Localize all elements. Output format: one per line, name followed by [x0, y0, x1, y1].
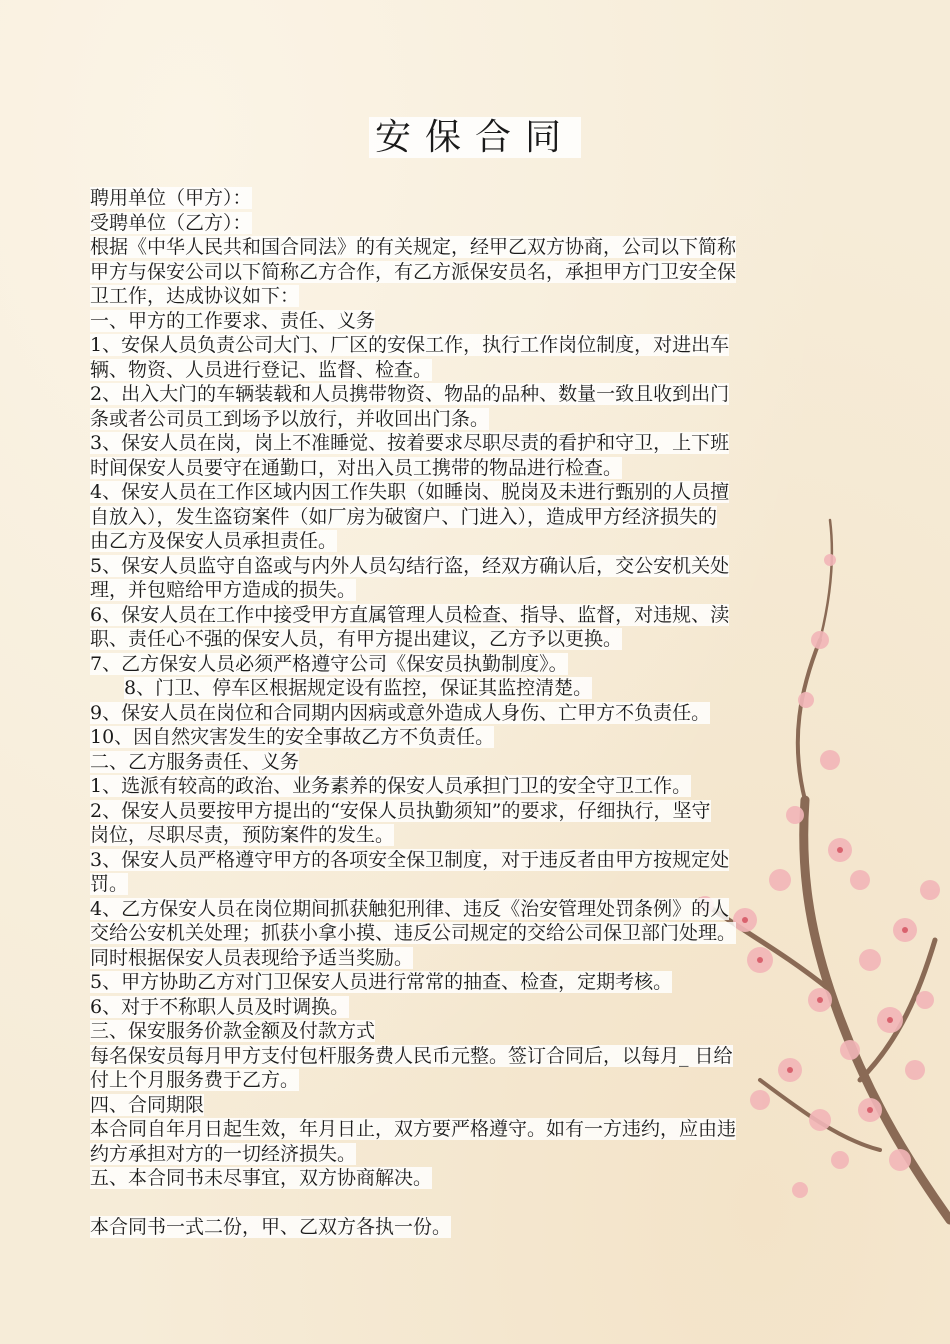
text-line: 交给公安机关处理；抓获小拿小摸、违反公司规定的交给公司保卫部门处理。: [90, 922, 737, 944]
text-line: 7、乙方保安人员必须严格遵守公司《保安员执勤制度》。: [90, 652, 568, 675]
document-title: 安保合同: [90, 112, 860, 164]
text-line: 聘用单位（甲方）：: [90, 187, 252, 209]
text-line: 4、乙方保安人员在岗位期间抓获触犯刑律、违反《治安管理处罚条例》的人: [90, 897, 730, 920]
text-line: 3、保安人员严格遵守甲方的各项安全保卫制度，对于违反者由甲方按规定处: [90, 848, 730, 871]
text-line: 5、保安人员监守自盗或与内外人员勾结行盗，经双方确认后，交公安机关处: [90, 554, 730, 577]
text-line: 2、出入大门的车辆装载和人员携带物资、物品的品种、数量一致且收到出门: [90, 383, 730, 405]
spacer: [90, 1191, 860, 1215]
text-line: 本合同自年月日起生效，年月日止，双方要严格遵守。如有一方违约，应由违: [90, 1118, 737, 1140]
text-line: 根据《中华人民共和国合同法》的有关规定，经甲乙双方协商，公司以下简称: [90, 236, 737, 258]
text-line: 2、保安人员要按甲方提出的“安保人员执勤须知”的要求，仔细执行，坚守: [90, 799, 711, 822]
section-heading: 五、本合同书未尽事宜，双方协商解决。: [90, 1167, 433, 1189]
text-line: 8、门卫、停车区根据规定设有监控，保证其监控清楚。: [124, 677, 593, 699]
closing-line: 本合同书一式二份，甲、乙双方各执一份。: [90, 1215, 452, 1238]
text-line: 受聘单位（乙方）：: [90, 211, 252, 234]
text-line: 5、甲方协助乙方对门卫保安人员进行常常的抽查、检查，定期考核。: [90, 971, 673, 993]
text-line: 辆、物资、人员进行登记、监督、检查。: [90, 358, 433, 381]
section-heading: 三、保安服务价款金额及付款方式: [90, 1020, 376, 1042]
text-line: 3、保安人员在岗，岗上不准睡觉、按着要求尽职尽责的看护和守卫，上下班: [90, 432, 730, 454]
text-line: 甲方与保安公司以下简称乙方合作，有乙方派保安员名，承担甲方门卫安全保: [90, 260, 737, 283]
contract-document: [90, 112, 860, 1239]
section-heading: 二、乙方服务责任、义务: [90, 750, 300, 773]
section-heading: 四、合同期限: [90, 1093, 205, 1116]
contract-body: [90, 186, 860, 1239]
text-line: 4、保安人员在工作区域内因工作失职（如睡岗、脱岗及未进行甄别的人员擅: [90, 481, 730, 503]
text-line: 约方承担对方的一切经济损失。: [90, 1142, 357, 1165]
text-line: 罚。: [90, 873, 129, 895]
section-heading: 一、甲方的工作要求、责任、义务: [90, 309, 376, 332]
text-line: 同时根据保安人员表现给予适当奖励。: [90, 946, 414, 969]
text-line: 1、安保人员负责公司大门、厂区的安保工作，执行工作岗位制度，对进出车: [90, 334, 730, 356]
text-line: 条或者公司员工到场予以放行，并收回出门条。: [90, 407, 490, 430]
text-line: 付上个月服务费于乙方。: [90, 1069, 300, 1091]
text-line: 自放入），发生盗窃案件（如厂房为破窗户、门进入），造成甲方经济损失的: [90, 505, 718, 528]
text-line: 10、因自然灾害发生的安全事故乙方不负责任。: [90, 726, 495, 748]
text-line: 由乙方及保安人员承担责任。: [90, 530, 338, 552]
text-line: 6、对于不称职人员及时调换。: [90, 995, 350, 1018]
text-line: 每名保安员每月甲方支付包杆服务费人民币元整。签订合同后，以每月_ 日给: [90, 1044, 733, 1067]
text-line: 岗位，尽职尽责，预防案件的发生。: [90, 824, 395, 846]
text-line: 时间保安人员要守在通勤口，对出入员工携带的物品进行检查。: [90, 456, 623, 479]
text-line: 9、保安人员在岗位和合同期内因病或意外造成人身伤、亡甲方不负责任。: [90, 701, 711, 724]
text-line: 职、责任心不强的保安人员，有甲方提出建议，乙方予以更换。: [90, 628, 623, 650]
text-line: 理，并包赔给甲方造成的损失。: [90, 579, 357, 601]
text-line: 1、选派有较高的政治、业务素养的保安人员承担门卫的安全守卫工作。: [90, 775, 692, 797]
text-line: 卫工作，达成协议如下：: [90, 285, 300, 307]
text-line: 6、保安人员在工作中接受甲方直属管理人员检查、指导、监督，对违规、渎: [90, 603, 730, 626]
